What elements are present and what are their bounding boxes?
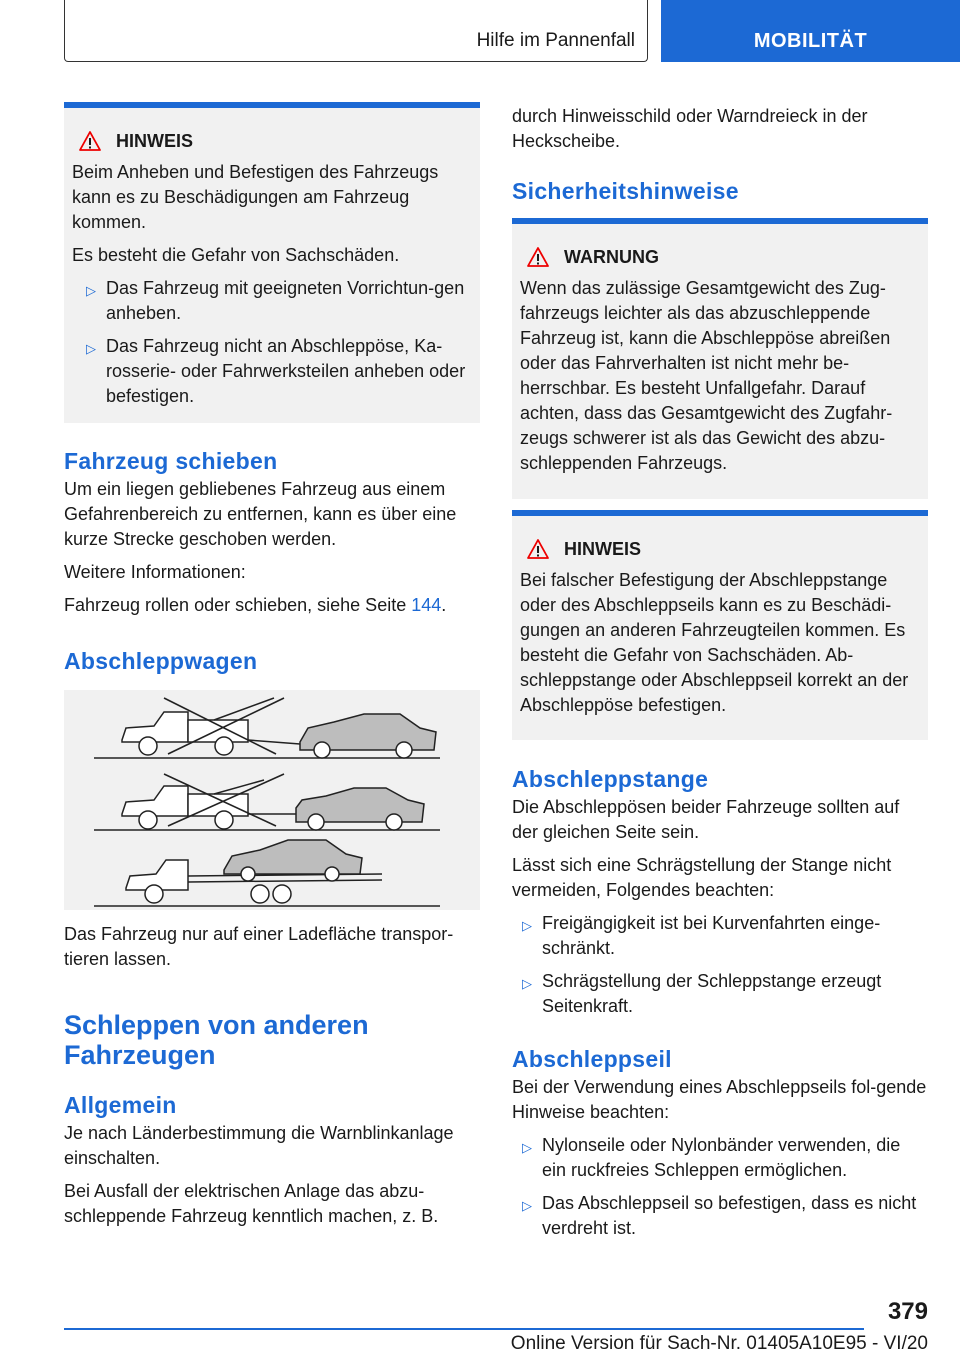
- tow-truck-figure-svg: [64, 690, 480, 910]
- continued-text-block: [512, 104, 928, 205]
- notice-text: Bei falscher Befestigung der Abschleppstange oder des Abschleppseils kann es zu Beschädi-gungen an anderen Fahrzeugteilen kommen. Es besteht die Gefahr von Sachschäden. Ab-schleppstange oder Abschleppseil korrekt an der Abschleppöse befestigen.: [520, 570, 909, 715]
- section-tow-other: [64, 1010, 480, 1229]
- heading-tow-bar: Abschleppstange: [512, 766, 709, 792]
- header-chapter-label: MOBILITÄT: [753, 29, 868, 52]
- notice-box: [64, 102, 480, 423]
- heading-safety: Sicherheitshinweise: [512, 178, 739, 204]
- page-link[interactable]: 144: [411, 595, 442, 615]
- list-item-text: Freigängigkeit ist bei Kurvenfahrten einge-schränkt.: [542, 913, 881, 958]
- warning-triangle-icon: [526, 538, 550, 560]
- tow-bar-text-2: Lässt sich eine Schrägstellung der Stange nicht vermeiden, Folgendes beachten:: [512, 855, 892, 900]
- list-item: [512, 911, 928, 961]
- notice-text: Beim Anheben und Befestigen des Fahrzeugs kann es zu Beschädigungen am Fahrzeug kommen.: [72, 162, 439, 232]
- heading-tow-truck: Abschleppwagen: [64, 648, 258, 674]
- section-tow-bar: [512, 766, 928, 1019]
- heading-general: Allgemein: [64, 1092, 177, 1118]
- heading-tow-rope: Abschleppseil: [512, 1046, 672, 1072]
- footer-divider: [64, 1328, 864, 1330]
- heading-tow-other: Schleppen von anderen Fahrzeugen: [64, 1010, 369, 1070]
- general-text-2: Bei Ausfall der elektrischen Anlage das abzu-schleppende Fahrzeug kenntlich machen, z. B.: [64, 1181, 439, 1226]
- bullet-triangle-icon: ▷: [522, 1140, 532, 1155]
- notice-risk: Es besteht die Gefahr von Sachschäden.: [72, 245, 400, 265]
- bullet-triangle-icon: ▷: [522, 918, 532, 933]
- header-section-title: Hilfe im Pannenfall: [476, 30, 635, 51]
- list-item: [76, 276, 472, 326]
- warning-title: WARNUNG: [564, 246, 659, 267]
- section-tow-truck: [64, 648, 480, 675]
- header-chapter-tab[interactable]: [661, 0, 960, 62]
- reference-text: Fahrzeug rollen oder schieben, siehe Seite: [64, 595, 412, 615]
- list-item-text: Schrägstellung der Schleppstange erzeugt Seitenkraft.: [542, 971, 882, 1016]
- tow-bar-text-1: Die Abschleppösen beider Fahrzeuge sollten auf der gleichen Seite sein.: [512, 797, 900, 842]
- bullet-triangle-icon: ▷: [522, 976, 532, 991]
- list-item: [512, 1133, 928, 1183]
- bullet-triangle-icon: ▷: [86, 341, 96, 356]
- notice-title: HINWEIS: [564, 538, 642, 559]
- header-section-box: [64, 0, 648, 62]
- warning-triangle-icon: [526, 246, 550, 268]
- tow-rope-text: Bei der Verwendung eines Abschleppseils fol-gende Hinweise beachten:: [512, 1077, 927, 1122]
- push-reference: [64, 593, 480, 618]
- list-item-text: Das Fahrzeug mit geeigneten Vorrichtun-gen anheben.: [106, 278, 465, 323]
- figure-caption: Das Fahrzeug nur auf einer Ladefläche transpor-tieren lassen.: [64, 924, 454, 969]
- list-item-text: Das Fahrzeug nicht an Abschleppöse, Ka-rosserie- oder Fahrwerksteilen anheben oder befestigen.: [106, 336, 466, 406]
- notice-title-row: [520, 538, 920, 560]
- reference-suffix: .: [441, 595, 447, 615]
- list-item-text: Das Abschleppseil so befestigen, dass es nicht verdreht ist.: [542, 1193, 917, 1238]
- push-more: Weitere Informationen:: [64, 562, 246, 582]
- footer-version: Online Version für Sach-Nr. 01405A10E95 - VI/20: [510, 1333, 928, 1354]
- warning-triangle-icon: [78, 130, 102, 152]
- heading-push: Fahrzeug schieben: [64, 448, 278, 474]
- list-item: [512, 1191, 928, 1241]
- list-item: [512, 969, 928, 1019]
- bullet-triangle-icon: ▷: [522, 1198, 532, 1213]
- tow-truck-illustration: [64, 690, 480, 910]
- bullet-triangle-icon: ▷: [86, 283, 96, 298]
- list-item: [76, 334, 472, 409]
- notice-title-row: [72, 130, 472, 152]
- warning-text: Wenn das zulässige Gesamtgewicht des Zug-fahrzeugs leichter als das abzuschleppende Fahrzeug ist, kann die Abschleppöse abreißen oder das Fahrverhalten ist nicht mehr be-herrschbar. Es besteht Unfallgefahr. Darauf achten, dass das Gesamtgewicht des Zugfahr-zeugs schwerer ist als das Gewicht des abzu-schleppenden Fahrzeugs.: [520, 278, 893, 473]
- figure-caption-block: [64, 922, 480, 972]
- notice-title: HINWEIS: [116, 130, 194, 151]
- section-tow-rope: [512, 1046, 928, 1241]
- list-item-text: Nylonseile oder Nylonbänder verwenden, die ein ruckfreies Schleppen ermöglichen.: [542, 1135, 901, 1180]
- continued-text: durch Hinweisschild oder Warndreieck in der Heckscheibe.: [512, 106, 868, 151]
- notice-box: [512, 510, 928, 740]
- general-text-1: Je nach Länderbestimmung die Warnblinkanlage einschalten.: [64, 1123, 454, 1168]
- push-text: Um ein liegen gebliebenes Fahrzeug aus einem Gefahrenbereich zu entfernen, kann es über eine kurze Strecke geschoben werden.: [64, 479, 457, 549]
- page-number: 379: [887, 1298, 928, 1325]
- warning-box: [512, 218, 928, 499]
- warning-title-row: [520, 246, 920, 268]
- section-push: [64, 448, 480, 618]
